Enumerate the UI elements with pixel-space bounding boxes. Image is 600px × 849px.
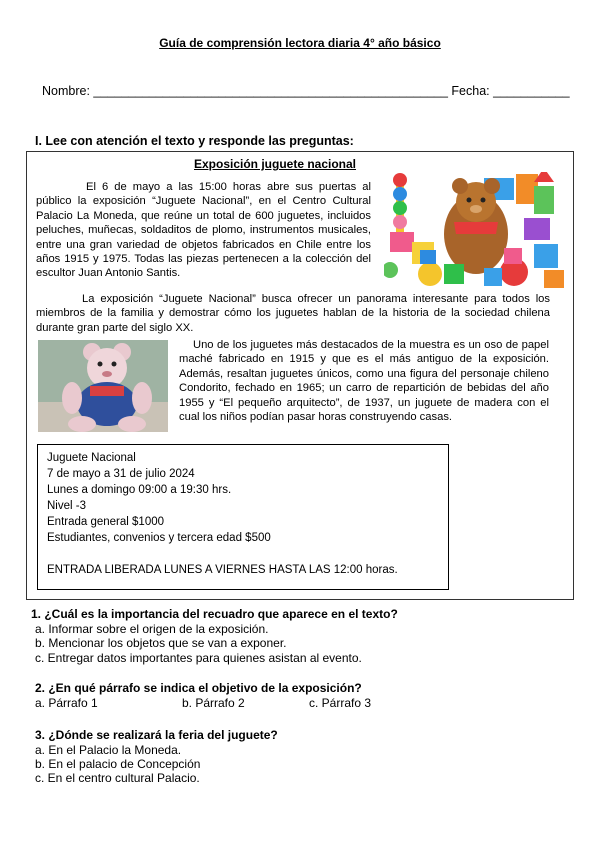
question-2-option-c[interactable]: c. Párrafo 3 xyxy=(309,696,372,710)
paragraph-1: El 6 de mayo a las 15:00 horas abre sus puertas al público la exposición “Juguete Nacional”, en el Centro Cultural Palacio La Moneda, que reúne un total de 600 juguetes, incluidos peluches, muñecas, soldaditos de plomo, instrumentos musicales, entre una gran variedad de objetos fabricados en Chile entre los años 1915 y 1975. Todas las piezas pertenecen a la colección del escultor Juan Antonio Santis. xyxy=(36,181,371,280)
paragraph-2: La exposición “Juguete Nacional” busca ofrecer un panorama interesante para todos los miembros de la familia y demostrar cómo los juguetes hablan de la historia de la sociedad chilena durante gran parte del siglo XX. xyxy=(36,293,550,334)
reading-title: Exposición juguete nacional xyxy=(193,157,357,171)
question-2: 2. ¿En qué párrafo se indica el objetivo de la exposición? xyxy=(35,681,362,695)
event-info-box xyxy=(37,444,449,590)
teddy-bear-image xyxy=(38,340,168,432)
question-1-option-a[interactable]: a. Informar sobre el origen de la exposición. xyxy=(35,622,269,636)
question-3-option-c[interactable]: c. En el centro cultural Palacio. xyxy=(35,771,200,785)
question-2-option-b[interactable]: b. Párrafo 2 xyxy=(182,696,245,710)
question-3-option-b[interactable]: b. En el palacio de Concepción xyxy=(35,757,201,771)
question-3: 3. ¿Dónde se realizará la feria del juguete? xyxy=(35,728,278,742)
instructions: I. Lee con atención el texto y responde las preguntas: xyxy=(35,134,354,148)
info-line-hours: Lunes a domingo 09:00 a 19:30 hrs. xyxy=(47,484,232,496)
question-1-option-b[interactable]: b. Mencionar los objetos que se van a exponer. xyxy=(35,636,287,650)
info-line-general-price: Entrada general $1000 xyxy=(47,516,165,528)
info-line-free-entry: ENTRADA LIBERADA LUNES A VIERNES HASTA LAS 12:00 horas. xyxy=(47,564,398,576)
question-3-option-a[interactable]: a. En el Palacio la Moneda. xyxy=(35,743,182,757)
info-line-name: Juguete Nacional xyxy=(47,452,136,464)
question-1-option-c[interactable]: c. Entregar datos importantes para quienes asistan al evento. xyxy=(35,651,362,665)
info-line-dates: 7 de mayo a 31 de julio 2024 xyxy=(47,468,195,480)
info-line-reduced-price: Estudiantes, convenios y tercera edad $500 xyxy=(47,532,271,544)
info-line-level: Nivel -3 xyxy=(47,500,86,512)
name-date-line[interactable]: Nombre: ___________________________________________________ Fecha: ___________ xyxy=(42,84,570,98)
paragraph-3: Uno de los juguetes más destacados de la muestra es un oso de papel maché fabricado en 1915 y que es el más antiguo de la exposición. Además, resaltan juguetes únicos, como una figura del personaje chileno Condorito, fechado en 1965; un carro de repartición de bebidas del año 1955 y “El pequeño arquitecto”, de 1937, un juguete de madera con el cual los niños podían pasar horas construyendo casas. xyxy=(179,339,549,424)
question-1: 1. ¿Cuál es la importancia del recuadro que aparece en el texto? xyxy=(31,607,398,621)
worksheet-title: Guía de comprensión lectora diaria 4° año básico xyxy=(159,36,441,50)
question-2-option-a[interactable]: a. Párrafo 1 xyxy=(35,696,98,710)
toys-pile-image xyxy=(384,172,566,290)
